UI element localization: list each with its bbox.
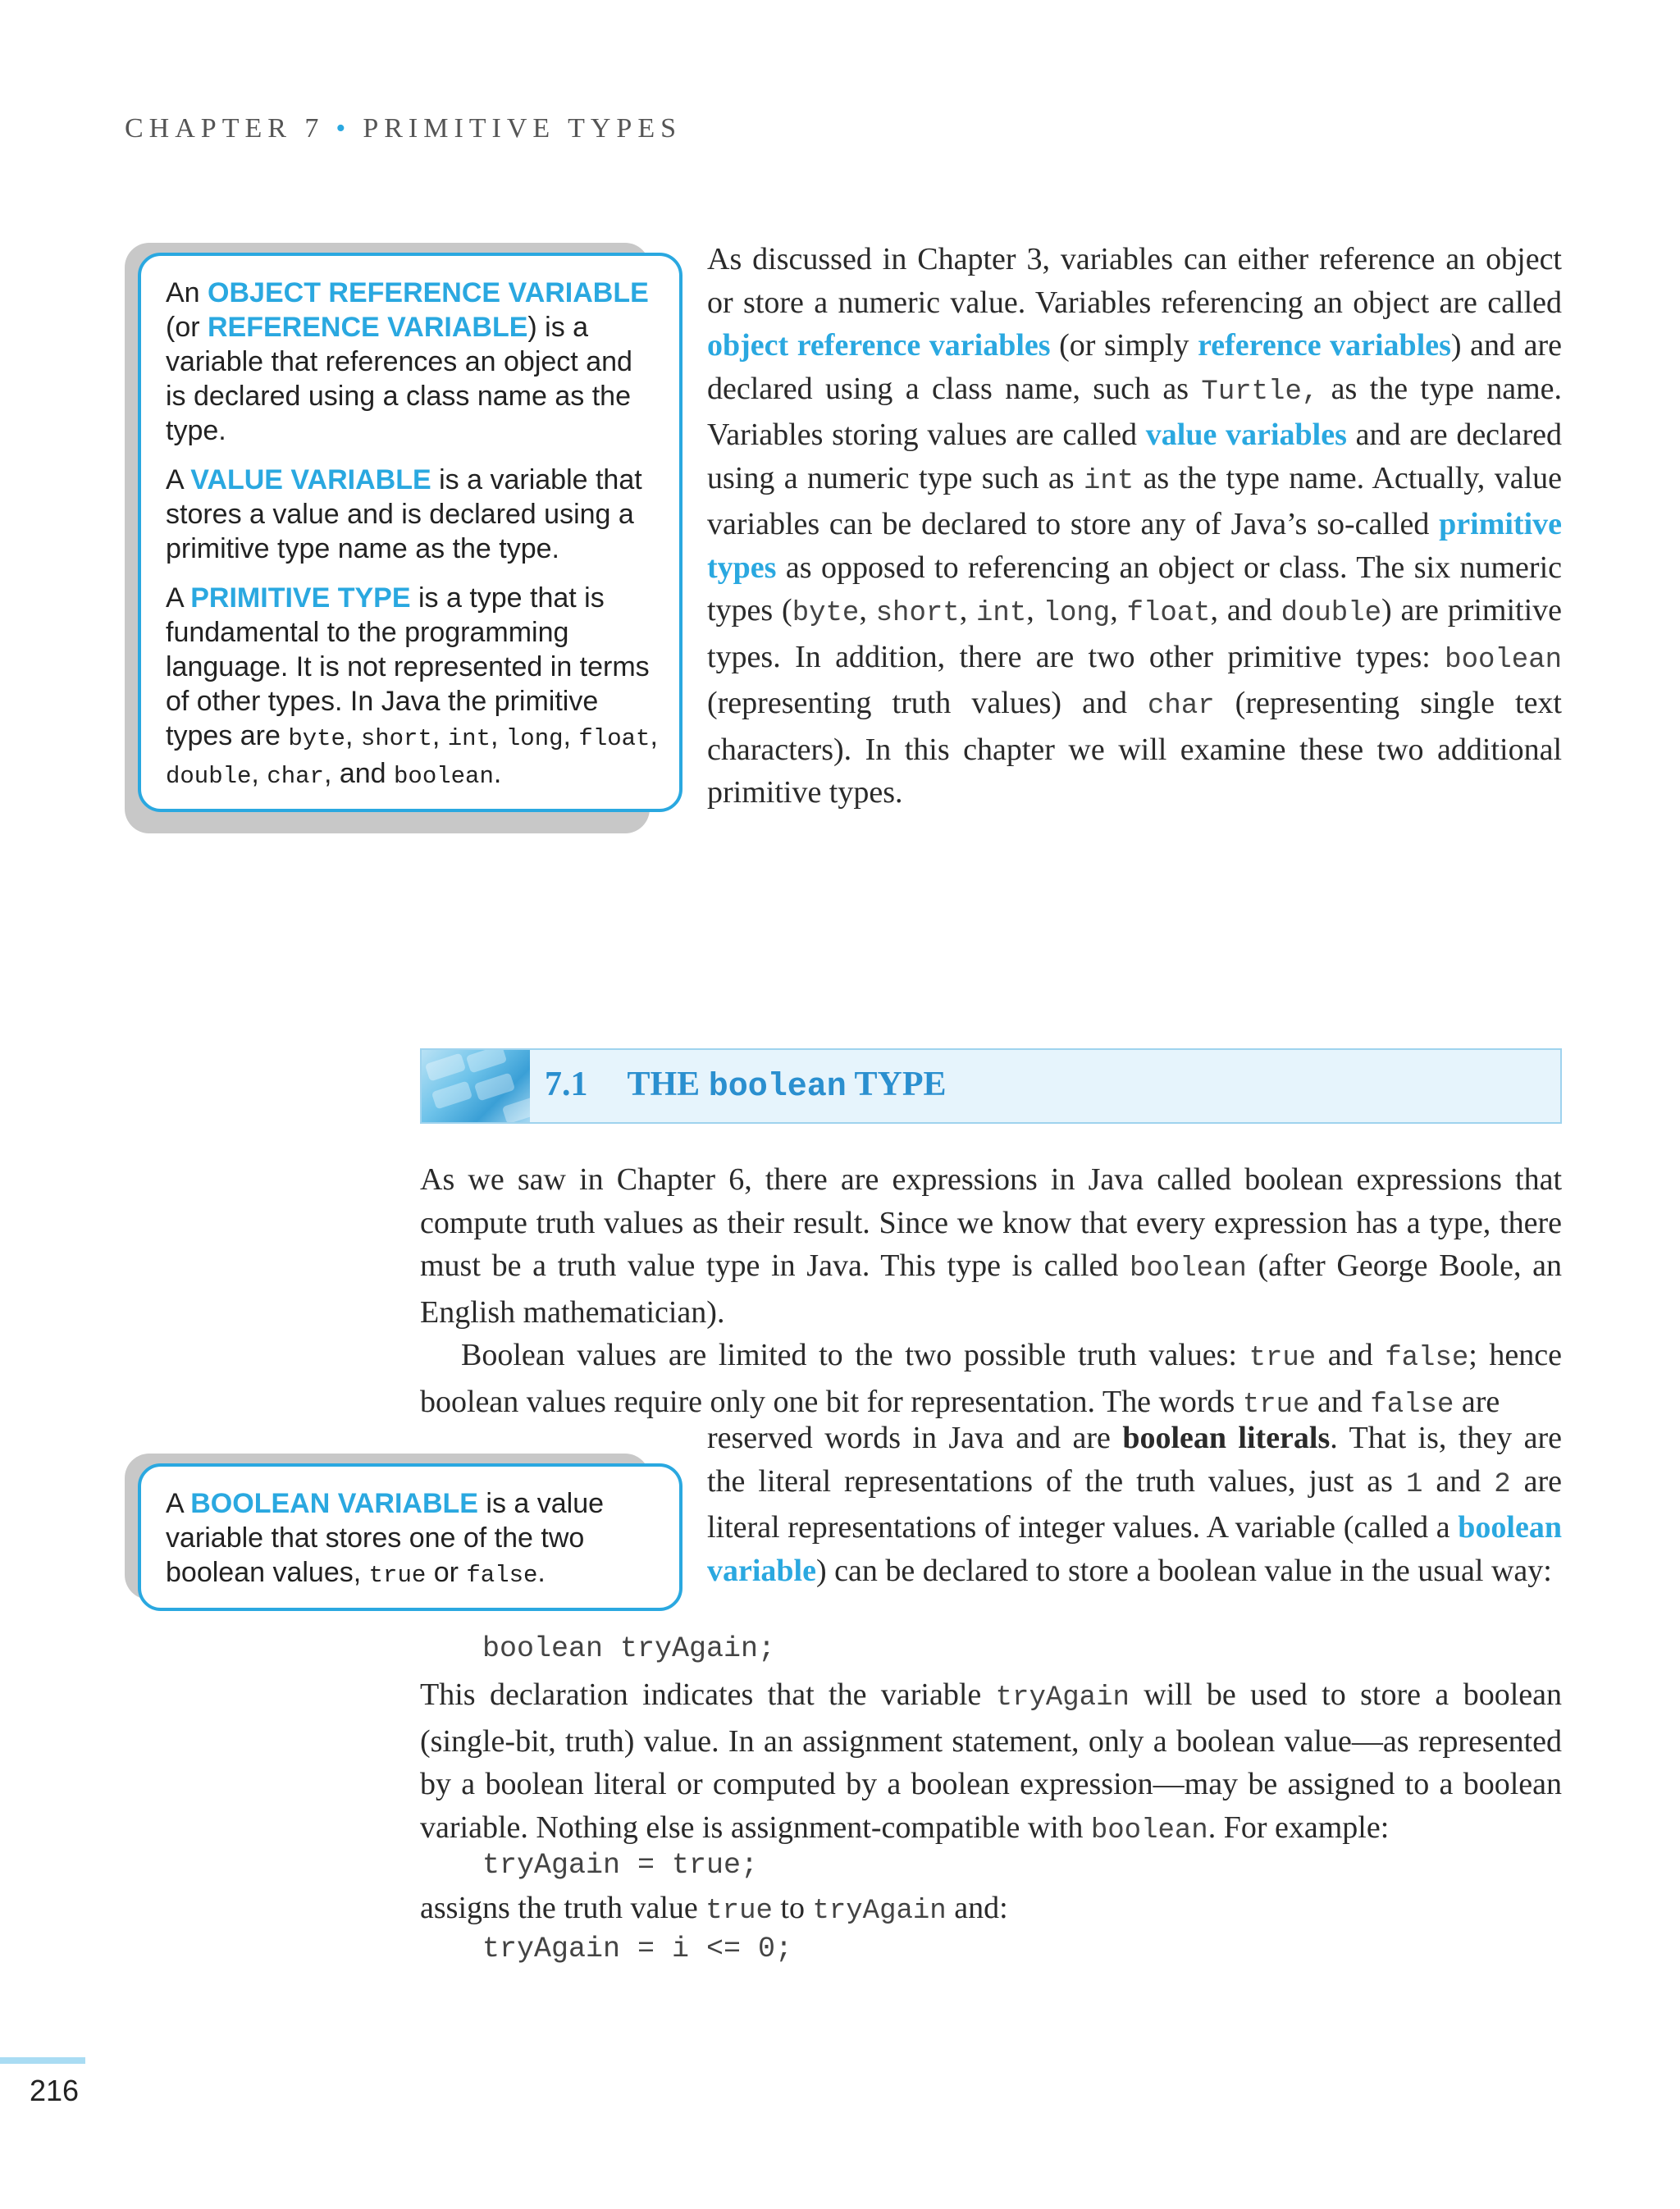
header-separator: • bbox=[336, 113, 352, 144]
section-heading bbox=[420, 1048, 1562, 1124]
definition-primitive-type: A PRIMITIVE TYPE is a type that is fundamental to the programming language. It is not represented in terms of other types. In Java the primitive types are byte, short, int, long, float, double, char, and boolean. bbox=[166, 582, 658, 790]
paragraph-declaration: This declaration indicates that the variable tryAgain will be used to store a boolean (single-bit, truth) value. In an assignment statement, only a boolean value—as represented by a boolean literal or computed by a boolean expression—may be assigned to a boolean variable. Nothing else is assignment-compatible with boolean. For example: bbox=[420, 1677, 1562, 1846]
page-number-accent bbox=[0, 2057, 85, 2064]
definition-object-reference-variable: An OBJECT REFERENCE VARIABLE (or REFERENCE VARIABLE) is a variable that references an object and is declared using a class name as the type. bbox=[166, 277, 649, 446]
running-header bbox=[125, 113, 682, 144]
intro-paragraph: As discussed in Chapter 3, variables can either reference an object or store a numeric value. Variables referencing an object are called object reference variables (or simply reference variables) and are declared using a class name, such as Turtle, as the type name. Variables storing values are called value variables and are declared using a numeric type such as int as the type name. Actually, value variables can be declared to store any of Java’s so-called primitive types as opposed to referencing an object or class. The six numeric types (byte, short, int, long, float, and double) are primitive types. In addition, there are two other primitive types: boolean (representing truth values) and char (representing single text characters). In this chapter we will examine these two additional primitive types. bbox=[707, 242, 1563, 810]
code-declaration: boolean tryAgain; bbox=[482, 1632, 776, 1665]
definition-box-boolean-variable bbox=[138, 1463, 682, 1611]
code-assign-true: tryAgain = true; bbox=[482, 1849, 759, 1882]
paragraph-assigns: assigns the truth value true to tryAgain and: bbox=[420, 1891, 1008, 1927]
definition-box-reference-variables bbox=[138, 253, 682, 812]
paragraph-boolean-intro: As we saw in Chapter 6, there are expressions in Java called boolean expressions that compute truth values as their result. Since we know that every expression has a type, there must be a truth value type in Java. This type is called boolean (after George Boole, an English mathematician). bbox=[420, 1162, 1563, 1330]
definition-value-variable: A VALUE VARIABLE is a variable that stores a value and is declared using a primitive type name as the type. bbox=[166, 464, 642, 564]
paragraph-boolean-values: Boolean values are limited to the two possible truth values: true and false; hence boolean values require only one bit for representation. The words true and false are bbox=[420, 1338, 1563, 1421]
section-title: 7.1 THE boolean TYPE bbox=[545, 1066, 947, 1106]
page-number: 216 bbox=[30, 2074, 80, 2107]
definition-boolean-variable: A BOOLEAN VARIABLE is a value variable that stores one of the two boolean values, true or false. bbox=[166, 1488, 605, 1589]
chapter-label: CHAPTER 7 bbox=[125, 113, 325, 144]
paragraph-boolean-literals: reserved words in Java and are boolean literals. That is, they are the literal representations of the truth values, just as 1 and 2 are literal representations of integer values. A variable (called a boolean variable) can be declared to store a boolean value in the usual way: bbox=[707, 1421, 1563, 1588]
keyboard-graphic-icon bbox=[422, 1050, 530, 1122]
body-paragraphs bbox=[420, 1158, 1562, 1426]
chapter-subject: PRIMITIVE TYPES bbox=[363, 113, 682, 144]
section-number: 7.1 bbox=[545, 1066, 588, 1103]
code-assign-expression: tryAgain = i <= 0; bbox=[482, 1933, 793, 1965]
